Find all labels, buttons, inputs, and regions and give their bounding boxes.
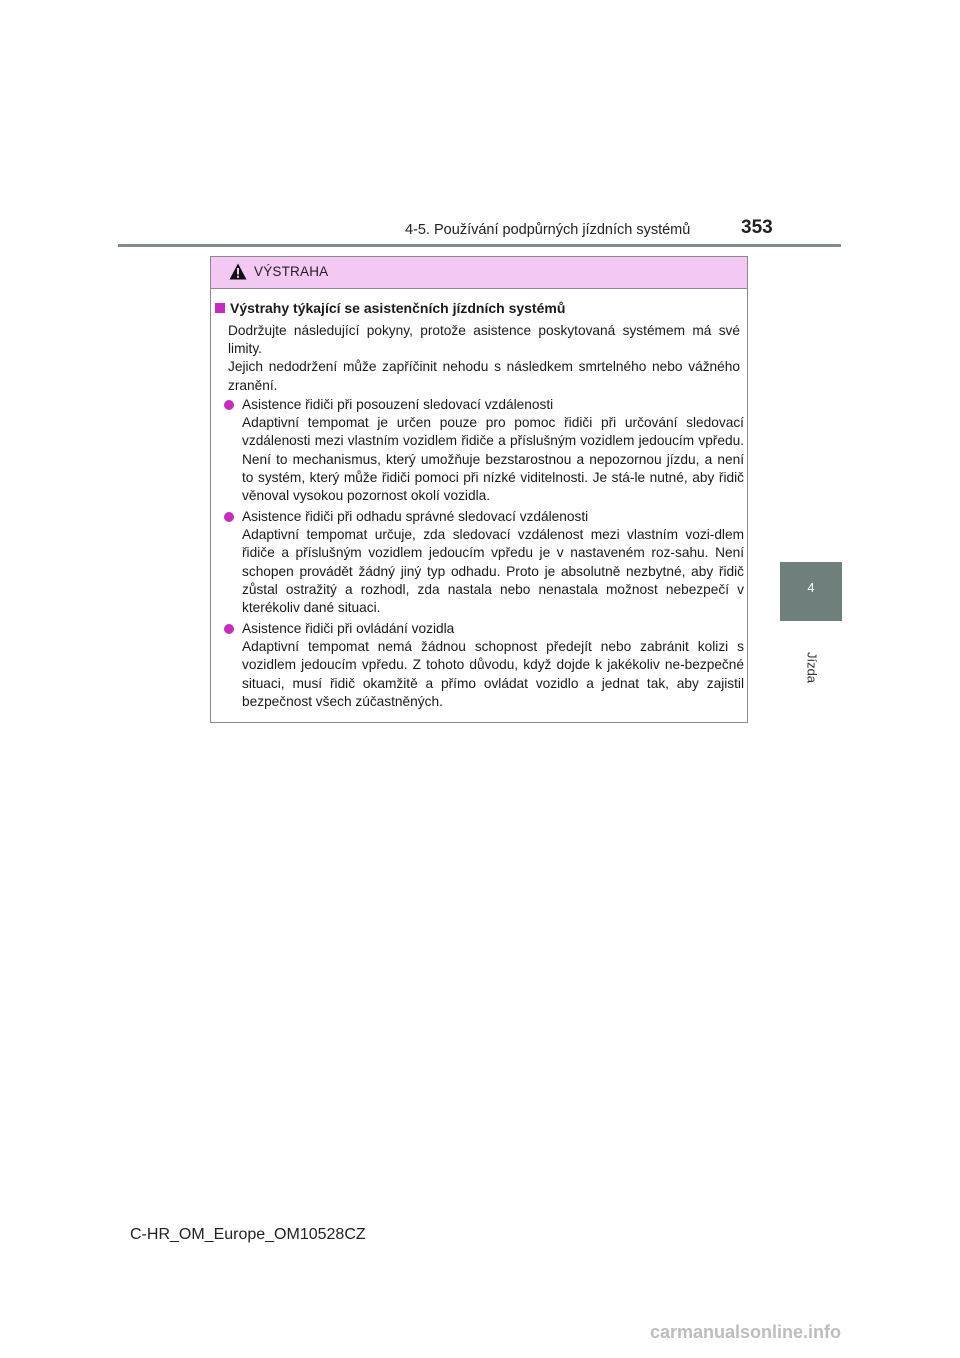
- chapter-label: [804, 648, 820, 688]
- list-item: [224, 508, 744, 617]
- list-item-heading: Asistence řidiči při posouzení sledovací vzdálenosti: [242, 397, 554, 412]
- chapter-label-text: Jízda: [804, 651, 820, 684]
- intro-text: [228, 322, 740, 395]
- round-bullet-icon: [224, 512, 234, 522]
- warning-triangle-icon: [229, 263, 247, 280]
- chapter-tab-number: 4: [807, 580, 815, 595]
- watermark: carmanualsonline.info: [650, 1322, 842, 1342]
- header-divider: [118, 244, 841, 247]
- round-bullet-icon: [224, 400, 234, 410]
- document-code: C-HR_OM_Europe_OM10528CZ: [130, 1226, 366, 1243]
- round-bullet-icon: [224, 624, 234, 634]
- square-bullet-icon: [215, 303, 225, 313]
- chapter-tab: [780, 562, 842, 621]
- section-heading: [215, 300, 565, 316]
- warning-title: VÝSTRAHA: [254, 264, 329, 279]
- list-item-text: Adaptivní tempomat nemá žádnou schopnost předejít nebo zabránit kolizi s vozidlem jedoucím vpředu. Z tohoto důvodu, když dojde k jakékoliv ne-bezpečné situaci, musí řidič okamžitě a přímo ovládat vozidlo a jednat tak, aby zajistil bezpečnost všech zúčastněných.: [242, 639, 744, 709]
- list-item-heading: Asistence řidiči při ovládání vozidla: [242, 621, 455, 636]
- intro-paragraph: Jejich nedodržení může zapříčinit nehodu s následkem smrtelného nebo vážného zranění.: [228, 359, 740, 393]
- list-item-text: Adaptivní tempomat je určen pouze pro pomoc řidiči při určování sledovací vzdálenosti mezi vlastním vozidlem řidiče a příslušným vozidlem jedoucím vpředu. Není to mechanismus, který umožňuje bezstarostnou a nepozornou jízdu, a není to systém, který může řidiči pomoci při nízké viditelnosti. Je stá-le nutné, aby řidič věnoval vysokou pozornost okolí vozidla.: [242, 415, 744, 504]
- list-item-heading: Asistence řidiči při odhadu správné sledovací vzdálenosti: [242, 509, 589, 524]
- list-item: [224, 396, 744, 505]
- list-item: [224, 620, 744, 711]
- page-number: 353: [741, 217, 773, 238]
- list-item-text: Adaptivní tempomat určuje, zda sledovací vzdálenost mezi vlastním vozi-dlem řidiče a příslušným vozidlem jedoucím vpředu je v nastaveném roz-sahu. Není schopen provádět žádný jiný typ odhadu. Proto je absolutně nezbytné, aby řidič zůstal ostražitý a rozhodl, zda nastala nebo nenastala možnost nebezpečí v kterékoliv dané situaci.: [242, 527, 744, 616]
- intro-paragraph: Dodržujte následující pokyny, protože asistence poskytovaná systémem má své limity.: [228, 323, 740, 357]
- header-title: 4-5. Používání podpůrných jízdních systémů: [405, 222, 691, 238]
- section-heading-text: Výstrahy týkající se asistenčních jízdních systémů: [230, 300, 566, 316]
- warning-header: [211, 257, 747, 289]
